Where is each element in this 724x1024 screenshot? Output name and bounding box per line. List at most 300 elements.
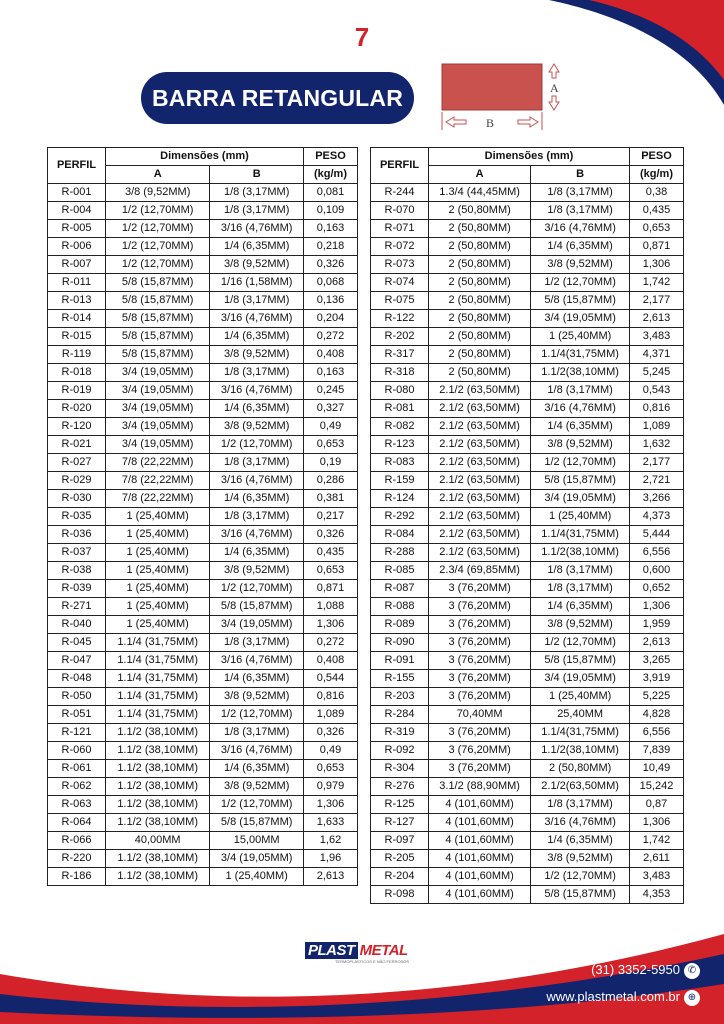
table-row bbox=[48, 616, 358, 634]
cell-dim-b: 3/4 (19,05MM) bbox=[531, 670, 630, 688]
cell-dim-a: 2.1/2 (63,50MM) bbox=[429, 544, 531, 562]
table-row bbox=[48, 652, 358, 670]
cell-dim-a: 1.1/4 (31,75MM) bbox=[106, 706, 210, 724]
cell-peso: 4,353 bbox=[630, 886, 684, 904]
cell-dim-a: 7/8 (22,22MM) bbox=[106, 472, 210, 490]
cell-dim-b: 3/8 (9,52MM) bbox=[531, 616, 630, 634]
logo-metal: METAL bbox=[359, 942, 408, 959]
cell-dim-a: 1 (25,40MM) bbox=[106, 562, 210, 580]
cell-dim-b: 5/8 (15,87MM) bbox=[210, 814, 304, 832]
header-dimensoes: Dimensões (mm) bbox=[429, 148, 630, 166]
cell-perfil: R-050 bbox=[48, 688, 106, 706]
cell-dim-a: 2 (50,80MM) bbox=[429, 238, 531, 256]
cell-dim-b: 5/8 (15,87MM) bbox=[531, 472, 630, 490]
page-number: 7 bbox=[354, 22, 370, 52]
cell-dim-a: 2 (50,80MM) bbox=[429, 274, 531, 292]
cell-perfil: R-220 bbox=[48, 850, 106, 868]
cell-peso: 3,919 bbox=[630, 670, 684, 688]
cell-dim-a: 2.1/2 (63,50MM) bbox=[429, 508, 531, 526]
cell-peso: 0,816 bbox=[630, 400, 684, 418]
cell-peso: 2,177 bbox=[630, 292, 684, 310]
cell-perfil: R-318 bbox=[371, 364, 429, 382]
table-row bbox=[371, 508, 684, 526]
cell-peso: 0,136 bbox=[304, 292, 358, 310]
cell-dim-a: 1.1/2 (38,10MM) bbox=[106, 796, 210, 814]
cell-dim-b: 1/2 (12,70MM) bbox=[210, 436, 304, 454]
cell-dim-b: 1.1/4(31,75MM) bbox=[531, 346, 630, 364]
cell-dim-b: 1.1/4(31,75MM) bbox=[531, 724, 630, 742]
cell-dim-b: 1/8 (3,17MM) bbox=[210, 634, 304, 652]
cell-dim-a: 3/8 (9,52MM) bbox=[106, 184, 210, 202]
cell-perfil: R-124 bbox=[371, 490, 429, 508]
cell-dim-a: 4 (101,60MM) bbox=[429, 796, 531, 814]
cell-dim-b: 5/8 (15,87MM) bbox=[531, 652, 630, 670]
cell-dim-a: 4 (101,60MM) bbox=[429, 850, 531, 868]
globe-icon[interactable]: ⊕ bbox=[684, 990, 700, 1006]
logo-tagline: TERMOPLÁSTICOS E NÃO FERROSOS bbox=[334, 959, 409, 964]
cell-dim-b: 1/2 (12,70MM) bbox=[210, 580, 304, 598]
cell-perfil: R-084 bbox=[371, 526, 429, 544]
cell-peso: 6,556 bbox=[630, 724, 684, 742]
cell-peso: 0,653 bbox=[304, 562, 358, 580]
cell-peso: 0,163 bbox=[304, 220, 358, 238]
cell-dim-b: 1/2 (12,70MM) bbox=[531, 868, 630, 886]
table-row bbox=[48, 580, 358, 598]
cell-dim-b: 1/8 (3,17MM) bbox=[210, 202, 304, 220]
cell-peso: 0,19 bbox=[304, 454, 358, 472]
cell-peso: 1,742 bbox=[630, 274, 684, 292]
cell-peso: 1,62 bbox=[304, 832, 358, 850]
cell-dim-a: 1.1/4 (31,75MM) bbox=[106, 688, 210, 706]
cell-perfil: R-021 bbox=[48, 436, 106, 454]
table-row bbox=[371, 760, 684, 778]
cell-dim-b: 1 (25,40MM) bbox=[531, 688, 630, 706]
cell-dim-a: 4 (101,60MM) bbox=[429, 886, 531, 904]
cell-dim-a: 1.1/2 (38,10MM) bbox=[106, 724, 210, 742]
cell-perfil: R-098 bbox=[371, 886, 429, 904]
cell-perfil: R-087 bbox=[371, 580, 429, 598]
cell-dim-b: 3/8 (9,52MM) bbox=[531, 850, 630, 868]
cell-perfil: R-073 bbox=[371, 256, 429, 274]
cell-dim-a: 1.1/2 (38,10MM) bbox=[106, 850, 210, 868]
table-row bbox=[371, 184, 684, 202]
table-row bbox=[371, 328, 684, 346]
table-row bbox=[371, 400, 684, 418]
table-row bbox=[48, 634, 358, 652]
cell-peso: 0,653 bbox=[630, 220, 684, 238]
table-row bbox=[48, 310, 358, 328]
cell-peso: 2,613 bbox=[630, 310, 684, 328]
cell-peso: 0,49 bbox=[304, 418, 358, 436]
cell-dim-a: 3/4 (19,05MM) bbox=[106, 400, 210, 418]
cell-perfil: R-064 bbox=[48, 814, 106, 832]
table-row bbox=[371, 256, 684, 274]
cell-dim-b: 5/8 (15,87MM) bbox=[531, 292, 630, 310]
cell-dim-b: 1/4 (6,35MM) bbox=[531, 598, 630, 616]
cell-dim-b: 3/16 (4,76MM) bbox=[210, 472, 304, 490]
table-row bbox=[371, 382, 684, 400]
table-left bbox=[47, 147, 358, 886]
table-row bbox=[48, 598, 358, 616]
cell-perfil: R-015 bbox=[48, 328, 106, 346]
table-row bbox=[48, 202, 358, 220]
cell-perfil: R-159 bbox=[371, 472, 429, 490]
cell-perfil: R-205 bbox=[371, 850, 429, 868]
cell-peso: 0,435 bbox=[304, 544, 358, 562]
cell-dim-a: 40,00MM bbox=[106, 832, 210, 850]
cell-dim-b: 1/4 (6,35MM) bbox=[210, 760, 304, 778]
bar-dimension-diagram bbox=[440, 60, 560, 132]
table-row bbox=[48, 706, 358, 724]
cell-peso: 0,600 bbox=[630, 562, 684, 580]
table-row bbox=[371, 634, 684, 652]
cell-perfil: R-011 bbox=[48, 274, 106, 292]
cell-peso: 4,828 bbox=[630, 706, 684, 724]
cell-perfil: R-074 bbox=[371, 274, 429, 292]
label-a: A bbox=[550, 81, 559, 95]
cell-dim-b: 1/4 (6,35MM) bbox=[531, 832, 630, 850]
cell-peso: 2,177 bbox=[630, 454, 684, 472]
header-perfil: PERFIL bbox=[48, 148, 106, 184]
cell-peso: 1,959 bbox=[630, 616, 684, 634]
cell-peso: 0,381 bbox=[304, 490, 358, 508]
table-row bbox=[371, 436, 684, 454]
cell-dim-a: 7/8 (22,22MM) bbox=[106, 454, 210, 472]
page-title: BARRA RETANGULAR bbox=[141, 72, 414, 124]
table-row bbox=[371, 490, 684, 508]
cell-dim-b: 1/4 (6,35MM) bbox=[210, 670, 304, 688]
cell-perfil: R-063 bbox=[48, 796, 106, 814]
cell-peso: 5,444 bbox=[630, 526, 684, 544]
cell-dim-b: 3/4 (19,05MM) bbox=[210, 850, 304, 868]
cell-dim-a: 1.1/2 (38,10MM) bbox=[106, 778, 210, 796]
header-peso: PESO bbox=[630, 148, 684, 166]
cell-perfil: R-204 bbox=[371, 868, 429, 886]
cell-perfil: R-036 bbox=[48, 526, 106, 544]
table-row bbox=[48, 688, 358, 706]
header-col-b: B bbox=[210, 166, 304, 184]
cell-peso: 0,204 bbox=[304, 310, 358, 328]
cell-dim-b: 3/4 (19,05MM) bbox=[531, 490, 630, 508]
cell-dim-b: 1/4 (6,35MM) bbox=[210, 544, 304, 562]
cell-dim-a: 2 (50,80MM) bbox=[429, 364, 531, 382]
header-perfil: PERFIL bbox=[371, 148, 429, 184]
table-row bbox=[48, 472, 358, 490]
table-row bbox=[371, 526, 684, 544]
table-row bbox=[48, 328, 358, 346]
cell-dim-b: 1/8 (3,17MM) bbox=[531, 382, 630, 400]
cell-dim-b: 3/8 (9,52MM) bbox=[210, 346, 304, 364]
cell-dim-b: 1/16 (1,58MM) bbox=[210, 274, 304, 292]
cell-dim-b: 1/8 (3,17MM) bbox=[210, 364, 304, 382]
cell-perfil: R-013 bbox=[48, 292, 106, 310]
cell-peso: 2,721 bbox=[630, 472, 684, 490]
cell-dim-a: 1.1/2 (38,10MM) bbox=[106, 868, 210, 886]
website-link[interactable]: www.plastmetal.com.br bbox=[546, 989, 680, 1004]
cell-peso: 15,242 bbox=[630, 778, 684, 796]
cell-dim-a: 1.1/4 (31,75MM) bbox=[106, 670, 210, 688]
table-row bbox=[48, 868, 358, 886]
cell-dim-a: 2 (50,80MM) bbox=[429, 256, 531, 274]
cell-perfil: R-284 bbox=[371, 706, 429, 724]
cell-perfil: R-288 bbox=[371, 544, 429, 562]
table-row bbox=[371, 238, 684, 256]
cell-peso: 1,632 bbox=[630, 436, 684, 454]
cell-perfil: R-122 bbox=[371, 310, 429, 328]
cell-peso: 1,089 bbox=[630, 418, 684, 436]
cell-perfil: R-091 bbox=[371, 652, 429, 670]
cell-dim-a: 3 (76,20MM) bbox=[429, 616, 531, 634]
header-dimensoes: Dimensões (mm) bbox=[106, 148, 304, 166]
cell-dim-a: 2 (50,80MM) bbox=[429, 220, 531, 238]
cell-peso: 5,245 bbox=[630, 364, 684, 382]
cell-dim-b: 1/4 (6,35MM) bbox=[531, 418, 630, 436]
cell-perfil: R-123 bbox=[371, 436, 429, 454]
cell-dim-a: 1.3/4 (44,45MM) bbox=[429, 184, 531, 202]
cell-perfil: R-127 bbox=[371, 814, 429, 832]
table-row bbox=[48, 760, 358, 778]
cell-peso: 2,613 bbox=[630, 634, 684, 652]
cell-dim-b: 3/16 (4,76MM) bbox=[210, 310, 304, 328]
cell-peso: 0,272 bbox=[304, 634, 358, 652]
cell-peso: 0,326 bbox=[304, 724, 358, 742]
cell-peso: 0,326 bbox=[304, 256, 358, 274]
cell-perfil: R-048 bbox=[48, 670, 106, 688]
cell-dim-b: 2.1/2(63,50MM) bbox=[531, 778, 630, 796]
cell-dim-a: 1 (25,40MM) bbox=[106, 508, 210, 526]
cell-perfil: R-040 bbox=[48, 616, 106, 634]
cell-peso: 3,483 bbox=[630, 868, 684, 886]
cell-dim-a: 3/4 (19,05MM) bbox=[106, 436, 210, 454]
cell-dim-b: 1/8 (3,17MM) bbox=[210, 292, 304, 310]
cell-peso: 3,483 bbox=[630, 328, 684, 346]
cell-perfil: R-045 bbox=[48, 634, 106, 652]
cell-perfil: R-276 bbox=[371, 778, 429, 796]
cell-peso: 1,306 bbox=[630, 598, 684, 616]
cell-peso: 0,653 bbox=[304, 436, 358, 454]
cell-perfil: R-120 bbox=[48, 418, 106, 436]
cell-peso: 0,272 bbox=[304, 328, 358, 346]
table-row bbox=[48, 544, 358, 562]
cell-perfil: R-051 bbox=[48, 706, 106, 724]
cell-dim-b: 1/8 (3,17MM) bbox=[531, 796, 630, 814]
cell-perfil: R-030 bbox=[48, 490, 106, 508]
cell-peso: 0,871 bbox=[304, 580, 358, 598]
cell-dim-a: 3 (76,20MM) bbox=[429, 760, 531, 778]
cell-dim-a: 1/2 (12,70MM) bbox=[106, 220, 210, 238]
cell-peso: 4,371 bbox=[630, 346, 684, 364]
cell-dim-b: 1.1/4(31,75MM) bbox=[531, 526, 630, 544]
cell-dim-b: 1/8 (3,17MM) bbox=[210, 508, 304, 526]
phone-number[interactable]: (31) 3352-5950 bbox=[591, 962, 680, 977]
cell-dim-b: 3/16 (4,76MM) bbox=[210, 526, 304, 544]
table-row bbox=[48, 832, 358, 850]
table-row bbox=[371, 616, 684, 634]
cell-dim-a: 1 (25,40MM) bbox=[106, 544, 210, 562]
cell-perfil: R-082 bbox=[371, 418, 429, 436]
cell-peso: 6,556 bbox=[630, 544, 684, 562]
table-row bbox=[48, 400, 358, 418]
table-row bbox=[48, 418, 358, 436]
cell-perfil: R-317 bbox=[371, 346, 429, 364]
cell-dim-b: 2 (50,80MM) bbox=[531, 760, 630, 778]
cell-peso: 7,839 bbox=[630, 742, 684, 760]
cell-dim-a: 1/2 (12,70MM) bbox=[106, 256, 210, 274]
table-row bbox=[371, 688, 684, 706]
table-row bbox=[371, 724, 684, 742]
cell-peso: 0,543 bbox=[630, 382, 684, 400]
cell-perfil: R-089 bbox=[371, 616, 429, 634]
cell-dim-b: 1/4 (6,35MM) bbox=[210, 400, 304, 418]
cell-dim-a: 5/8 (15,87MM) bbox=[106, 292, 210, 310]
table-row bbox=[371, 742, 684, 760]
cell-peso: 0,435 bbox=[630, 202, 684, 220]
table-right bbox=[370, 147, 684, 904]
cell-dim-a: 3 (76,20MM) bbox=[429, 670, 531, 688]
table-row bbox=[371, 598, 684, 616]
label-b: B bbox=[486, 116, 495, 130]
cell-peso: 1,089 bbox=[304, 706, 358, 724]
cell-dim-b: 5/8 (15,87MM) bbox=[531, 886, 630, 904]
cell-dim-b: 3/8 (9,52MM) bbox=[531, 436, 630, 454]
cell-dim-a: 5/8 (15,87MM) bbox=[106, 274, 210, 292]
cell-dim-b: 3/4 (19,05MM) bbox=[531, 310, 630, 328]
cell-dim-a: 4 (101,60MM) bbox=[429, 868, 531, 886]
cell-dim-a: 2.1/2 (63,50MM) bbox=[429, 382, 531, 400]
cell-dim-a: 3/4 (19,05MM) bbox=[106, 418, 210, 436]
cell-peso: 0,163 bbox=[304, 364, 358, 382]
cell-peso: 0,286 bbox=[304, 472, 358, 490]
cell-peso: 1,306 bbox=[630, 814, 684, 832]
cell-peso: 1,633 bbox=[304, 814, 358, 832]
cell-dim-b: 3/8 (9,52MM) bbox=[210, 256, 304, 274]
cell-perfil: R-090 bbox=[371, 634, 429, 652]
cell-perfil: R-072 bbox=[371, 238, 429, 256]
cell-perfil: R-027 bbox=[48, 454, 106, 472]
header-col-b: B bbox=[531, 166, 630, 184]
table-row bbox=[48, 292, 358, 310]
cell-dim-a: 3.1/2 (88,90MM) bbox=[429, 778, 531, 796]
cell-dim-b: 1/4 (6,35MM) bbox=[531, 238, 630, 256]
cell-dim-a: 2.3/4 (69,85MM) bbox=[429, 562, 531, 580]
cell-perfil: R-292 bbox=[371, 508, 429, 526]
cell-dim-a: 1/2 (12,70MM) bbox=[106, 202, 210, 220]
cell-perfil: R-244 bbox=[371, 184, 429, 202]
cell-perfil: R-066 bbox=[48, 832, 106, 850]
cell-perfil: R-088 bbox=[371, 598, 429, 616]
cell-peso: 1,306 bbox=[630, 256, 684, 274]
cell-dim-a: 7/8 (22,22MM) bbox=[106, 490, 210, 508]
table-row bbox=[371, 562, 684, 580]
cell-dim-a: 3/4 (19,05MM) bbox=[106, 382, 210, 400]
table-row bbox=[371, 310, 684, 328]
cell-dim-a: 1 (25,40MM) bbox=[106, 598, 210, 616]
cell-perfil: R-081 bbox=[371, 400, 429, 418]
cell-dim-b: 15,00MM bbox=[210, 832, 304, 850]
cell-dim-a: 3 (76,20MM) bbox=[429, 742, 531, 760]
cell-dim-a: 2.1/2 (63,50MM) bbox=[429, 490, 531, 508]
cell-perfil: R-001 bbox=[48, 184, 106, 202]
cell-peso: 0,081 bbox=[304, 184, 358, 202]
table-row bbox=[48, 562, 358, 580]
cell-peso: 1,306 bbox=[304, 796, 358, 814]
cell-dim-a: 2.1/2 (63,50MM) bbox=[429, 436, 531, 454]
cell-dim-a: 3 (76,20MM) bbox=[429, 652, 531, 670]
cell-dim-a: 2 (50,80MM) bbox=[429, 328, 531, 346]
cell-dim-b: 3/8 (9,52MM) bbox=[531, 256, 630, 274]
cell-dim-a: 3/4 (19,05MM) bbox=[106, 364, 210, 382]
cell-dim-b: 1/8 (3,17MM) bbox=[210, 454, 304, 472]
cell-peso: 0,408 bbox=[304, 652, 358, 670]
cell-peso: 0,109 bbox=[304, 202, 358, 220]
header-col-a: A bbox=[429, 166, 531, 184]
cell-dim-b: 1/8 (3,17MM) bbox=[531, 562, 630, 580]
cell-dim-b: 1/8 (3,17MM) bbox=[531, 202, 630, 220]
cell-peso: 0,245 bbox=[304, 382, 358, 400]
cell-peso: 0,653 bbox=[304, 760, 358, 778]
table-row bbox=[48, 220, 358, 238]
phone-icon[interactable]: ✆ bbox=[684, 963, 700, 979]
cell-perfil: R-085 bbox=[371, 562, 429, 580]
cell-perfil: R-119 bbox=[48, 346, 106, 364]
cell-dim-a: 2 (50,80MM) bbox=[429, 346, 531, 364]
cell-dim-a: 1 (25,40MM) bbox=[106, 580, 210, 598]
cell-peso: 0,327 bbox=[304, 400, 358, 418]
cell-perfil: R-060 bbox=[48, 742, 106, 760]
cell-dim-a: 3 (76,20MM) bbox=[429, 688, 531, 706]
cell-dim-b: 3/8 (9,52MM) bbox=[210, 418, 304, 436]
table-row bbox=[48, 274, 358, 292]
plastmetal-logo bbox=[305, 943, 415, 969]
cell-dim-a: 4 (101,60MM) bbox=[429, 832, 531, 850]
table-row bbox=[48, 454, 358, 472]
table-row bbox=[371, 292, 684, 310]
cell-dim-b: 1 (25,40MM) bbox=[531, 328, 630, 346]
cell-perfil: R-014 bbox=[48, 310, 106, 328]
table-row bbox=[371, 418, 684, 436]
cell-perfil: R-062 bbox=[48, 778, 106, 796]
cell-peso: 0,218 bbox=[304, 238, 358, 256]
table-row bbox=[48, 814, 358, 832]
cell-dim-a: 2.1/2 (63,50MM) bbox=[429, 472, 531, 490]
cell-dim-b: 1/8 (3,17MM) bbox=[531, 580, 630, 598]
table-row bbox=[48, 238, 358, 256]
cell-dim-b: 5/8 (15,87MM) bbox=[210, 598, 304, 616]
cell-perfil: R-039 bbox=[48, 580, 106, 598]
cell-peso: 0,652 bbox=[630, 580, 684, 598]
table-row bbox=[48, 508, 358, 526]
cell-dim-a: 5/8 (15,87MM) bbox=[106, 310, 210, 328]
cell-dim-b: 3/16 (4,76MM) bbox=[531, 814, 630, 832]
cell-perfil: R-018 bbox=[48, 364, 106, 382]
table-row bbox=[371, 778, 684, 796]
cell-dim-a: 3 (76,20MM) bbox=[429, 634, 531, 652]
cell-perfil: R-007 bbox=[48, 256, 106, 274]
cell-peso: 0,816 bbox=[304, 688, 358, 706]
cell-dim-b: 1.1/2(38,10MM) bbox=[531, 742, 630, 760]
cell-perfil: R-019 bbox=[48, 382, 106, 400]
cell-perfil: R-061 bbox=[48, 760, 106, 778]
cell-dim-b: 1.1/2(38,10MM) bbox=[531, 544, 630, 562]
cell-dim-a: 70,40MM bbox=[429, 706, 531, 724]
cell-dim-b: 1/4 (6,35MM) bbox=[210, 490, 304, 508]
cell-dim-a: 3 (76,20MM) bbox=[429, 580, 531, 598]
table-row bbox=[371, 220, 684, 238]
cell-dim-b: 3/8 (9,52MM) bbox=[210, 778, 304, 796]
table-row bbox=[371, 346, 684, 364]
cell-peso: 0,49 bbox=[304, 742, 358, 760]
table-row bbox=[48, 742, 358, 760]
